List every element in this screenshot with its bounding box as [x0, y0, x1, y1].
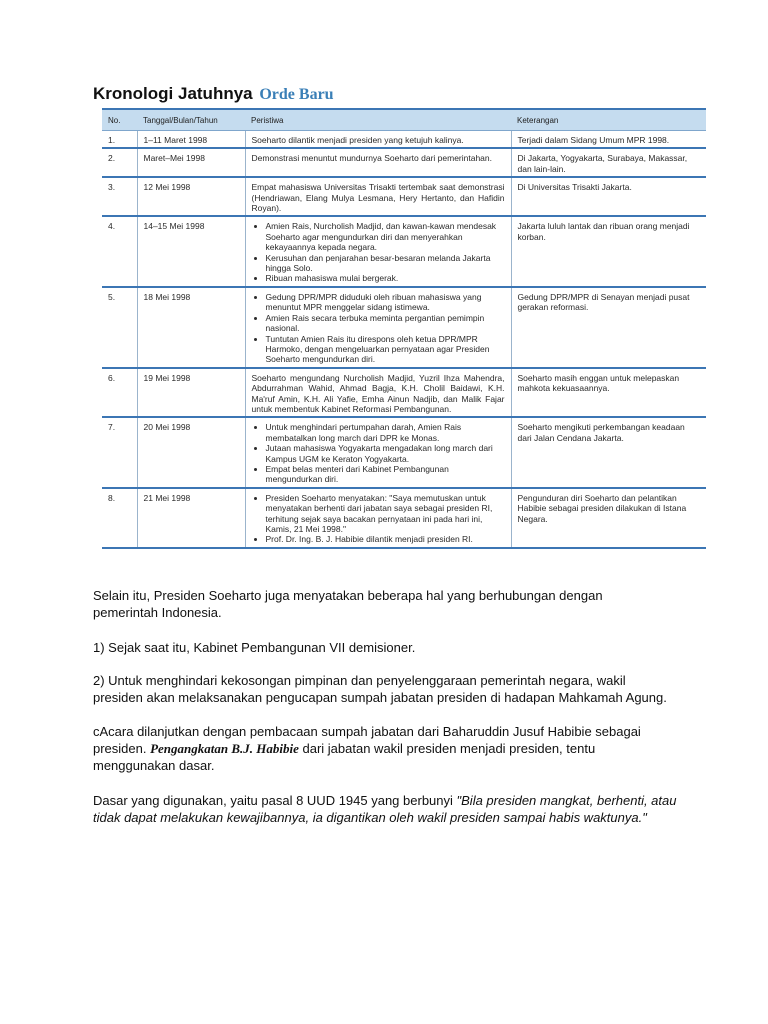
event-list	[252, 221, 505, 283]
cell-no: 8.	[102, 488, 137, 548]
cell-note: Terjadi dalam Sidang Umum MPR 1998.	[511, 131, 706, 149]
cell-no: 2.	[102, 148, 137, 177]
table-row	[102, 368, 706, 418]
event-list	[252, 493, 505, 545]
ceremony-text-end: dari jabatan wakil presiden menjadi presiden, tentu menggunakan dasar.	[93, 741, 596, 773]
cell-date: 20 Mei 1998	[137, 417, 245, 487]
event-item: • Kerusuhan dan penjarahan besar-besaran melanda Jakarta hingga Solo.	[266, 253, 505, 274]
title-sub: Orde Baru	[259, 86, 334, 103]
paragraph-intro: Selain itu, Presiden Soeharto juga menyatakan beberapa hal yang berhubungan dengan pemerintah Indonesia.	[93, 588, 603, 620]
paragraph-legal-basis	[93, 792, 683, 826]
event-item: • Gedung DPR/MPR diduduki oleh ribuan mahasiswa yang menuntut MPR menggelar sidang istimewa.	[266, 292, 505, 313]
cell-event	[245, 287, 511, 368]
event-text: Soeharto mengundang Nurcholish Madjid, Yuzril Ihza Mahendra, Abdurrahman Wahid, Ahmad Bagja, K.H. Cholil Baidawi, K.H. Ma'ruf Amin, K.H. Ali Yafie, Emha Ainun Nadjib, dan Malik Fajar untuk membentuk Kabinet Reformasi Pembangunan.	[251, 372, 505, 414]
habibie-emphasis: Pengangkatan B.J. Habibie	[150, 741, 299, 756]
header-event: Peristiwa	[245, 109, 511, 131]
cell-date: 12 Mei 1998	[137, 177, 245, 216]
cell-date: 21 Mei 1998	[137, 488, 245, 548]
cell-date: 14–15 Mei 1998	[137, 216, 245, 286]
cell-no: 7.	[102, 417, 137, 487]
cell-note: Gedung DPR/MPR di Senayan menjadi pusat gerakan reformasi.	[511, 287, 706, 368]
cell-date: 18 Mei 1998	[137, 287, 245, 368]
event-item: • Untuk menghindari pertumpahan darah, Amien Rais membatalkan long march dari DPR ke Monas.	[266, 422, 505, 443]
article-8-quote: "Bila presiden mangkat, berhenti, atau tidak dapat melakukan kewajibannya, ia digantikan oleh wakil presiden sampai habis waktunya."	[93, 793, 677, 825]
cell-event	[245, 417, 511, 487]
cell-note: Di Jakarta, Yogyakarta, Surabaya, Makassar, dan lain-lain.	[511, 148, 706, 177]
paragraph-point-1: 1) Sejak saat itu, Kabinet Pembangunan VII demisioner.	[93, 640, 416, 655]
cell-event	[245, 131, 511, 149]
cell-date: 1–11 Maret 1998	[137, 131, 245, 149]
event-list	[252, 422, 505, 484]
event-item: • Prof. Dr. Ing. B. J. Habibie dilantik menjadi presiden RI.	[266, 534, 505, 544]
event-item: • Tuntutan Amien Rais itu direspons oleh ketua DPR/MPR Harmoko, dengan mengeluarkan pernyataan agar Presiden Soeharto mengundurkan diri.	[266, 334, 505, 365]
page-title	[93, 84, 334, 104]
cell-event	[245, 177, 511, 216]
paragraph-ceremony	[93, 723, 678, 774]
cell-no: 4.	[102, 216, 137, 286]
cell-note: Di Universitas Trisakti Jakarta.	[511, 177, 706, 216]
cell-note: Pengunduran diri Soeharto dan pelantikan Habibie sebagai presiden dilakukan di Istana Negara.	[511, 488, 706, 548]
table-row	[102, 216, 706, 286]
cell-date: 19 Mei 1998	[137, 368, 245, 418]
cell-note: Soeharto mengikuti perkembangan keadaan dari Jalan Cendana Jakarta.	[511, 417, 706, 487]
header-no: No.	[102, 109, 137, 131]
cell-no: 5.	[102, 287, 137, 368]
cell-note: Soeharto masih enggan untuk melepaskan mahkota kekuasaannya.	[511, 368, 706, 418]
cell-no: 6.	[102, 368, 137, 418]
event-item: • Amien Rais secara terbuka meminta pergantian pemimpin nasional.	[266, 313, 505, 334]
event-item: • Amien Rais, Nurcholish Madjid, dan kawan-kawan mendesak Soeharto agar mengundurkan diri dan menyerahkan kekayaannya kepada negara.	[266, 221, 505, 252]
event-item: • Empat belas menteri dari Kabinet Pembangunan mengundurkan diri.	[266, 464, 505, 485]
legal-basis-text: Dasar yang digunakan, yaitu pasal 8 UUD 1945 yang berbunyi	[93, 793, 457, 808]
cell-event	[245, 148, 511, 177]
table-row	[102, 148, 706, 177]
event-item: • Ribuan mahasiswa mulai bergerak.	[266, 273, 505, 283]
cell-date: Maret–Mei 1998	[137, 148, 245, 177]
event-item: • Presiden Soeharto menyatakan: "Saya memutuskan untuk menyatakan berhenti dari jabatan saya sebagai presiden RI, terhitung sejak saya bacakan pernyataan ini pada hari ini, Kamis, 21 Mei 1998."	[266, 493, 505, 535]
table-row	[102, 417, 706, 487]
title-main: Kronologi Jatuhnya	[93, 84, 253, 103]
table-header-row	[102, 109, 706, 131]
paragraph-point-2: 2) Untuk menghindari kekosongan pimpinan dan penyelenggaraan pemerintah negara, wakil presiden akan melaksanakan pengucapan sumpah jabatan presiden di hadapan Mahkamah Agung.	[93, 673, 667, 705]
event-text: Demonstrasi menuntut mundurnya Soeharto dari pemerintahan.	[251, 153, 492, 164]
cell-event	[245, 368, 511, 418]
header-note: Keterangan	[511, 109, 706, 131]
event-item: • Jutaan mahasiswa Yogyakarta mengadakan long march dari Kampus UGM ke Keraton Yogyakarta.	[266, 443, 505, 464]
chronology-table	[102, 108, 706, 549]
event-text: Soeharto dilantik menjadi presiden yang ketujuh kalinya.	[251, 135, 464, 145]
cell-note: Jakarta luluh lantak dan ribuan orang menjadi korban.	[511, 216, 706, 286]
cell-no: 3.	[102, 177, 137, 216]
table-row	[102, 131, 706, 149]
header-date: Tanggal/Bulan/Tahun	[137, 109, 245, 131]
cell-no: 1.	[102, 131, 137, 149]
ceremony-text: cAcara dilanjutkan dengan pembacaan sumpah jabatan dari Baharuddin Jusuf Habibie sebagai presiden.	[93, 724, 641, 756]
cell-event	[245, 216, 511, 286]
event-text: Empat mahasiswa Universitas Trisakti tertembak saat demonstrasi (Hendriawan, Elang Mulya Lesmana, Hery Hertanto, dan Hafidin Royan).	[251, 182, 505, 214]
table-row	[102, 287, 706, 368]
table-row	[102, 488, 706, 548]
cell-event	[245, 488, 511, 548]
event-list	[252, 292, 505, 365]
table-row	[102, 177, 706, 216]
